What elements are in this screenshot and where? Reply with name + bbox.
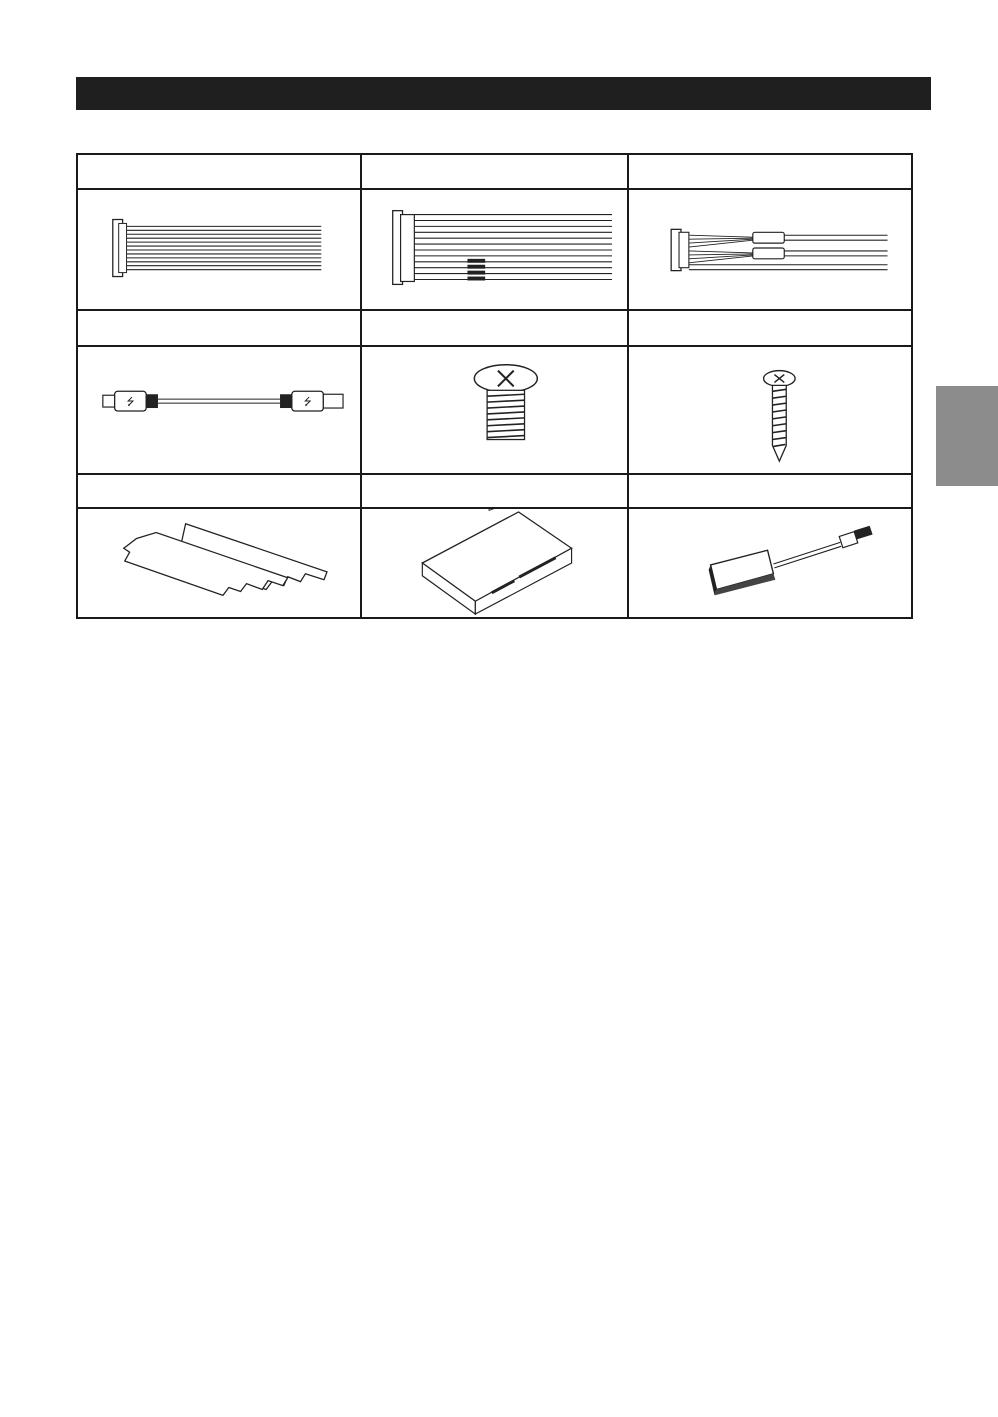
part-image-cell-5 <box>362 347 629 475</box>
usb-cable-icon <box>78 347 360 473</box>
part-name-cell-1 <box>78 155 362 190</box>
part-name-cell-5 <box>362 311 629 347</box>
part-image-cell-1 <box>78 190 362 311</box>
tapping-screw-icon <box>629 347 911 473</box>
part-image-cell-3 <box>629 190 911 311</box>
wire-harness-12pin-icon <box>78 190 360 309</box>
part-image-cell-8 <box>362 509 629 617</box>
wire-harness-rca-icon <box>629 190 911 309</box>
part-name-cell-2 <box>362 155 629 190</box>
part-name-cell-9 <box>629 475 911 509</box>
remote-controller-icon <box>629 509 911 617</box>
part-image-cell-2 <box>362 190 629 311</box>
mounting-bracket-icon <box>78 509 360 617</box>
part-image-cell-9 <box>629 509 911 617</box>
part-image-cell-4 <box>78 347 362 475</box>
part-image-cell-6 <box>629 347 911 475</box>
amplifier-unit-icon <box>362 509 627 617</box>
svg-text:⭍: ⭍ <box>303 397 312 409</box>
part-name-cell-8 <box>362 475 629 509</box>
part-image-cell-7 <box>78 509 362 617</box>
machine-screw-icon <box>362 347 627 473</box>
language-side-tab <box>936 386 998 486</box>
part-name-cell-6 <box>629 311 911 347</box>
part-name-cell-3 <box>629 155 911 190</box>
svg-text:⭍: ⭍ <box>126 397 135 409</box>
wire-harness-power-icon <box>362 190 627 309</box>
part-name-cell-7 <box>78 475 362 509</box>
section-header-bar <box>76 77 931 110</box>
accessories-table <box>76 153 913 619</box>
part-name-cell-4 <box>78 311 362 347</box>
